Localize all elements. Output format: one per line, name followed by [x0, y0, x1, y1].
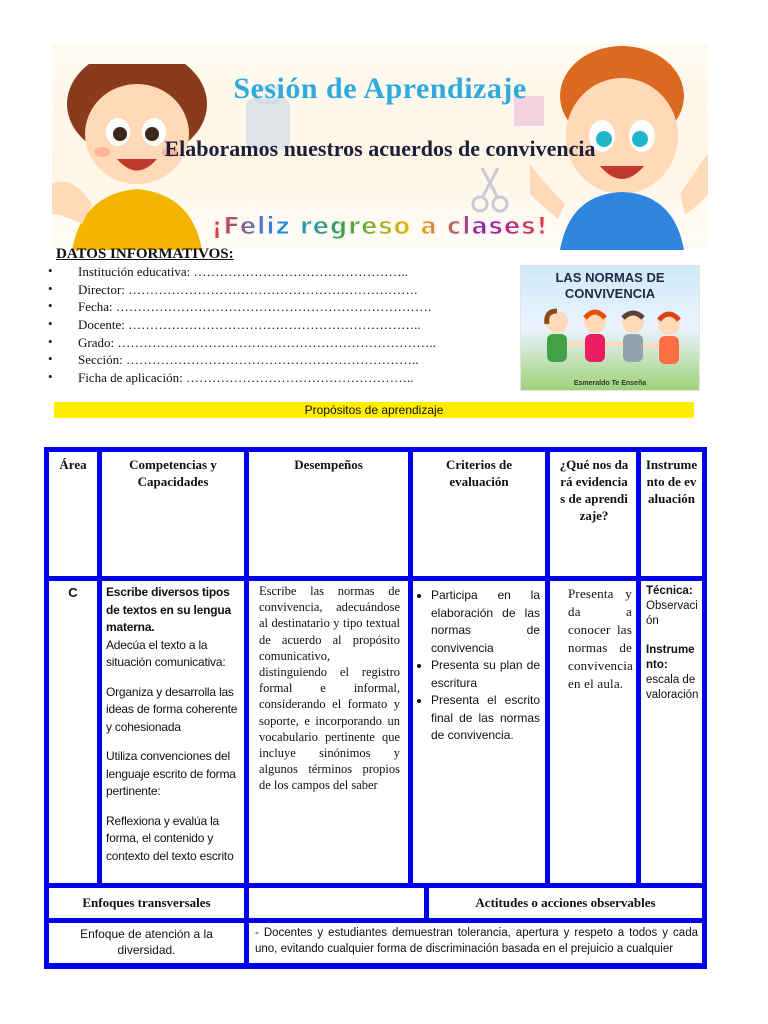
empty-header-cell [249, 888, 424, 918]
feliz-regreso-text: ¡Feliz regreso a clases! [211, 212, 549, 240]
header-criterios: Criterios de evaluación [413, 452, 545, 576]
desempeno-cell: Escribe las normas de convivencia, adecuándose al destinatario y tipo textual de acuerdo al propósito comunicativo, distinguiendo el registro formal e informal, considerando el formato y soporte, e incorporando un vocabulario pertinente que incluye sinónimos y algunos términos propios de los campos del saber [249, 581, 408, 883]
capacidad-item: Organiza y desarrolla las ideas de forma coherente y cohesionada [106, 684, 238, 734]
criterios-cell [413, 581, 545, 883]
capacidad-item: Adecúa el texto a la situación comunicativa: [106, 637, 226, 669]
header-evidencias: ¿Qué nos dará evidencias de aprendizaje? [550, 452, 636, 576]
normas-title: LAS NORMAS DE CONVIVENCIA [555, 270, 665, 301]
actitudes-header: Actitudes o acciones observables [429, 888, 702, 918]
enfoque-cell: Enfoque de atención a la diversidad. [49, 923, 244, 963]
tecnica-value: Observación [646, 600, 698, 627]
criterio-item: • Participa en la elaboración de las normas de convivencia [431, 587, 540, 657]
criterio-item: • Presenta su plan de escritura [431, 657, 540, 692]
normas-footer: Esmeraldo Te Enseña [573, 380, 647, 387]
datos-informativos-title: DATOS INFORMATIVOS: [56, 246, 234, 262]
datos-item: • Grado: ……………………………………………………………….. [48, 335, 518, 353]
header-banner [52, 44, 708, 250]
criterios-list [417, 587, 540, 745]
competencia-text: Escribe diversos tipos de textos en su lengua materna. [106, 585, 231, 634]
evidencia-cell: Presenta y da a conocer las normas de convivencia en el aula. [550, 581, 636, 883]
header-desempenos: Desempeños [249, 452, 408, 576]
datos-item: • Fecha: ………………………………………………………………. [48, 299, 518, 317]
learning-table [44, 447, 707, 969]
datos-list [48, 264, 518, 388]
propositos-bar: Propósitos de aprendizaje [54, 402, 694, 418]
datos-item: • Director: …………………………………………………………. [48, 282, 518, 300]
session-subtitle: Elaboramos nuestros acuerdos de convivencia [164, 136, 596, 161]
datos-item: • Ficha de aplicación: …………………………………………….. [48, 370, 518, 388]
header-area: Área [49, 452, 97, 576]
instrumento-label: Instrumento: [646, 644, 695, 671]
enfoques-header: Enfoques transversales [49, 888, 244, 918]
header-competencias: Competencias y Capacidades [102, 452, 244, 576]
datos-item: • Sección: ………………………………………………………….. [48, 352, 518, 370]
instrumento-cell [641, 581, 702, 883]
datos-item: • Institución educativa: ………………………………………….. [48, 264, 518, 282]
tecnica-label: Técnica: [646, 585, 693, 597]
session-title: Sesión de Aprendizaje [233, 72, 527, 105]
capacidad-item: Reflexiona y evalúa la forma, el contenido y contexto del texto escrito [106, 813, 234, 863]
competencias-cell [102, 581, 244, 883]
scissors-icon [470, 164, 510, 214]
capacidad-item: Utiliza convenciones del lenguaje escrito de forma pertinente: [106, 749, 236, 798]
header-instrumento: Instrumento de evaluación [641, 452, 702, 576]
children-holding-hands-icon [535, 306, 685, 376]
datos-item: • Docente: ………………………………………………………….. [48, 317, 518, 335]
normas-convivencia-image [520, 265, 700, 391]
criterio-item: • Presenta el escrito final de las normas de convivencia. [431, 692, 540, 745]
instrumento-value: escala de valoración [646, 674, 699, 701]
area-cell: C [49, 581, 97, 883]
actitud-cell: - Docentes y estudiantes demuestran tolerancia, apertura y respeto a todos y cada uno, evitando cualquier forma de discriminación basada en el prejuicio a cualquier [249, 923, 702, 963]
